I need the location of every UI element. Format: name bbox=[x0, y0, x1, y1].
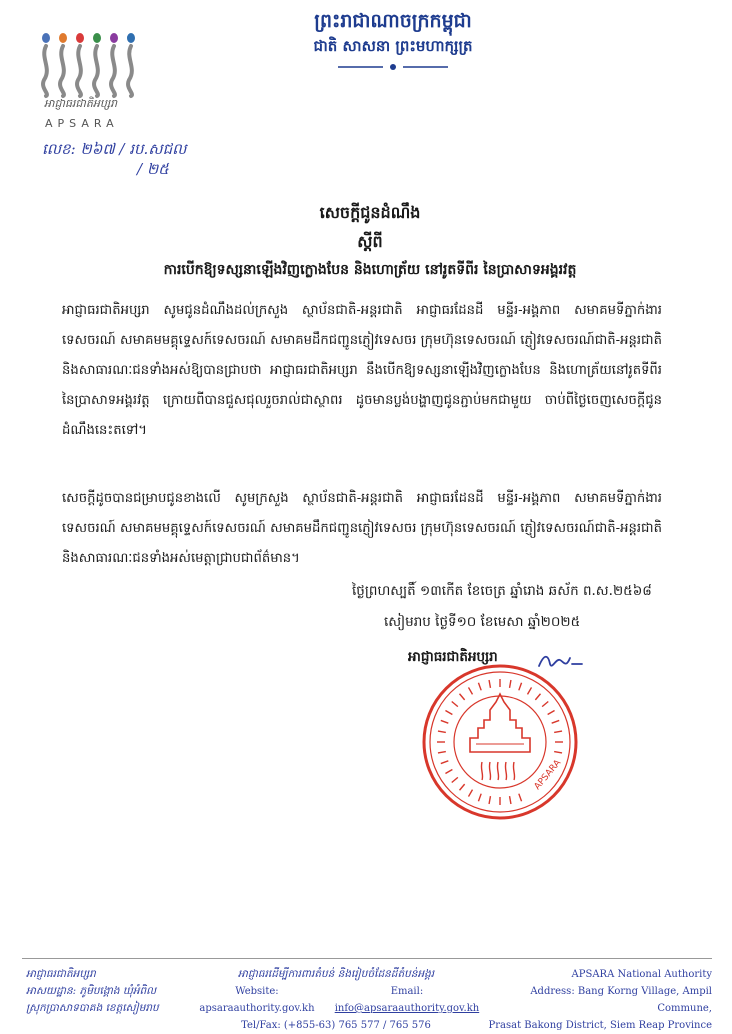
logo-dot bbox=[59, 33, 67, 43]
seal-ring-mark bbox=[460, 694, 465, 700]
logo-figure bbox=[43, 46, 47, 96]
website-link[interactable]: apsaraauthority.gov.kh bbox=[199, 1003, 315, 1014]
logo-figure bbox=[77, 46, 81, 96]
ornament-divider-icon bbox=[338, 62, 448, 72]
seal-ring-mark bbox=[478, 683, 481, 691]
notice-title-block bbox=[40, 198, 700, 284]
logo-dot bbox=[110, 33, 118, 43]
footer-address-line1-khmer: អាសយដ្ឋាន: ភូមិបង្គោង ឃុំអំពិល bbox=[26, 985, 157, 997]
national-motto: ជាតិ សាសនា ព្រះមហាក្សត្រ bbox=[313, 37, 473, 55]
logo-figure bbox=[128, 46, 132, 96]
seal-ring-mark bbox=[554, 752, 562, 753]
website-label: Website: bbox=[235, 986, 279, 997]
logo-caption-khmer: អាជ្ញាធរជាតិអប្សរា bbox=[44, 97, 118, 110]
seal-ring-mark bbox=[438, 752, 446, 753]
footer-org-name-english: APSARA National Authority bbox=[571, 969, 712, 980]
logo-dot bbox=[127, 33, 135, 43]
telephone-value: (+855-63) 765 577 / 765 576 bbox=[283, 1020, 431, 1031]
solar-date: សៀមរាប ថ្ងៃទី១០ ខែមេសា ឆ្នាំ២០២៥ bbox=[384, 614, 581, 630]
seal-ring-mark bbox=[548, 711, 555, 715]
body-paragraph-1: អាជ្ញាធរជាតិអប្សរា សូមជូនដំណឹងដល់ក្រសួង ស្ថាប័នជាតិ-អន្តរជាតិ អាជ្ញាធរដែនដី មន្ទីរ-អង្គភាព សមាគមទីភ្នាក់ងារទេសចរណ៍ សមាគមមគ្គុទ្ទេសក៍ទេសចរណ៍ សមាគមដឹកជញ្ជូនភ្ញៀវទេសចរ ក្រុមហ៊ុនទេសចរណ៍ ភ្ញៀវទេសចរណ៍ជាតិ-អន្តរជាតិ និងសាធារណៈជនទាំងអស់ឱ្យបានជ្រាបថា អាជ្ញាធរជាតិអប្សរា នឹងបើកឱ្យទស្សនាឡើងវិញក្លោងបែន និងហោត្រ័យនៅរូតទីពីរ នៃប្រាសាទអង្គរវត្ត ក្រោយពីបានជួសជុលរួចរាល់ជាស្ថាពរ ដូចមានប្លង់បង្ហាញជូនភ្ជាប់មកជាមួយ ចាប់ពីថ្ងៃចេញសេចក្តីជូនដំណឹងនេះតទៅ។ bbox=[62, 303, 662, 438]
seal-ring-mark bbox=[445, 770, 452, 774]
footer-email bbox=[328, 983, 486, 1017]
reference-number bbox=[42, 140, 262, 182]
seal-ring-mark bbox=[554, 731, 562, 732]
seal-ring-mark bbox=[535, 694, 540, 700]
reference-number-line1: លេខ: ២៦៧ / រប.សជល bbox=[42, 140, 187, 158]
seal-ring-mark bbox=[542, 702, 548, 707]
notice-title: សេចក្តីជូនដំណឹង bbox=[319, 203, 421, 222]
logo-caption-english: APSARA bbox=[45, 117, 119, 130]
logo-figure bbox=[111, 46, 115, 96]
lunar-date: ថ្ងៃព្រហស្បតិ៍ ១៣កើត ខែចេត្រ ឆ្នាំរោង ឆស័ក ព.ស.២៥៦៨ bbox=[352, 583, 652, 599]
footer-telephone bbox=[186, 1017, 486, 1034]
seal-ring-mark bbox=[441, 720, 449, 723]
kingdom-name: ព្រះរាជាណាចក្រកម្ពុជា bbox=[314, 10, 472, 32]
seal-text: APSARA bbox=[532, 758, 564, 792]
email-label: Email: bbox=[390, 986, 424, 997]
logo-figure bbox=[94, 46, 98, 96]
telephone-label: Tel/Fax: bbox=[241, 1020, 281, 1031]
seal-ring-mark bbox=[528, 687, 532, 694]
footer-contact-row bbox=[186, 983, 486, 1017]
seal-ring-mark bbox=[552, 720, 560, 723]
seal-ring-mark bbox=[478, 794, 481, 802]
seal-ring-mark bbox=[452, 777, 458, 782]
footer-org-name-khmer: អាជ្ញាធរជាតិអប្សរា bbox=[26, 968, 96, 980]
body-paragraph-2: សេចក្តីដូចបានជម្រាបជូនខាងលើ សូមក្រសួង ស្ថាប័នជាតិ-អន្តរជាតិ អាជ្ញាធរដែនដី មន្ទីរ-អង្គភាព សមាគមទីភ្នាក់ងារទេសចរណ៍ សមាគមមគ្គុទ្ទេសក៍ទេសចរណ៍ សមាគមដឹកជញ្ជូនភ្ញៀវទេសចរ ក្រុមហ៊ុនទេសចរណ៍ ភ្ញៀវទេសចរណ៍ជាតិ-អន្តរជាតិ និងសាធារណៈជនទាំងអស់មេត្តាជ្រាបជាព័ត៌មាន។ bbox=[62, 491, 662, 566]
notice-subject: ការបើកឱ្យទស្សនាឡើងវិញក្លោងបែន និងហោត្រ័យ នៅរូតទីពីរ នៃប្រាសាទអង្គរវត្ត bbox=[163, 262, 577, 278]
logo-figure bbox=[60, 46, 64, 96]
official-seal-icon bbox=[420, 662, 580, 822]
notice-subject-label: ស្តីពី bbox=[357, 232, 383, 251]
footer-address-line1-english: Address: Bang Korng Village, Ampil Commune, bbox=[530, 986, 712, 1014]
footer-address-line2-english: Prasat Bakong District, Siem Reap Province bbox=[488, 1020, 712, 1031]
footer-khmer-address bbox=[26, 966, 159, 1017]
footer-address-line2-khmer: ស្រុកប្រាសាទបាគង ខេត្តសៀមរាប bbox=[26, 1002, 159, 1014]
seal-ring-mark bbox=[489, 796, 490, 804]
seal-ring-mark bbox=[469, 687, 473, 694]
logo-dot bbox=[76, 33, 84, 43]
logo-dot bbox=[42, 33, 50, 43]
reference-number-line2: / ២៥ bbox=[137, 160, 169, 178]
seal-ring-mark bbox=[519, 794, 522, 802]
seal-ring-mark bbox=[460, 784, 465, 790]
seal-ring-mark bbox=[510, 796, 511, 804]
seal-ring-mark bbox=[510, 680, 511, 688]
footer-slogan-khmer: អាជ្ញាធរដើម្បីការពារតំបន់ និងរៀបចំដែនដីតំបន់អង្គរ bbox=[237, 968, 435, 980]
footer-divider bbox=[22, 958, 712, 959]
seal-ring-mark bbox=[489, 680, 490, 688]
seal-ring-mark bbox=[452, 702, 458, 707]
email-link[interactable]: info@apsaraauthority.gov.kh bbox=[334, 1003, 480, 1014]
seal-ring-mark bbox=[519, 683, 522, 691]
signer-title: អាជ្ញាធរជាតិអប្សរា bbox=[408, 649, 498, 665]
logo-dot bbox=[93, 33, 101, 43]
footer-website bbox=[186, 983, 328, 1017]
seal-ring-mark bbox=[469, 790, 473, 797]
seal-ring-mark bbox=[445, 711, 452, 715]
kingdom-header bbox=[248, 8, 538, 72]
seal-ring-mark bbox=[438, 731, 446, 732]
seal-ring-mark bbox=[441, 761, 449, 764]
